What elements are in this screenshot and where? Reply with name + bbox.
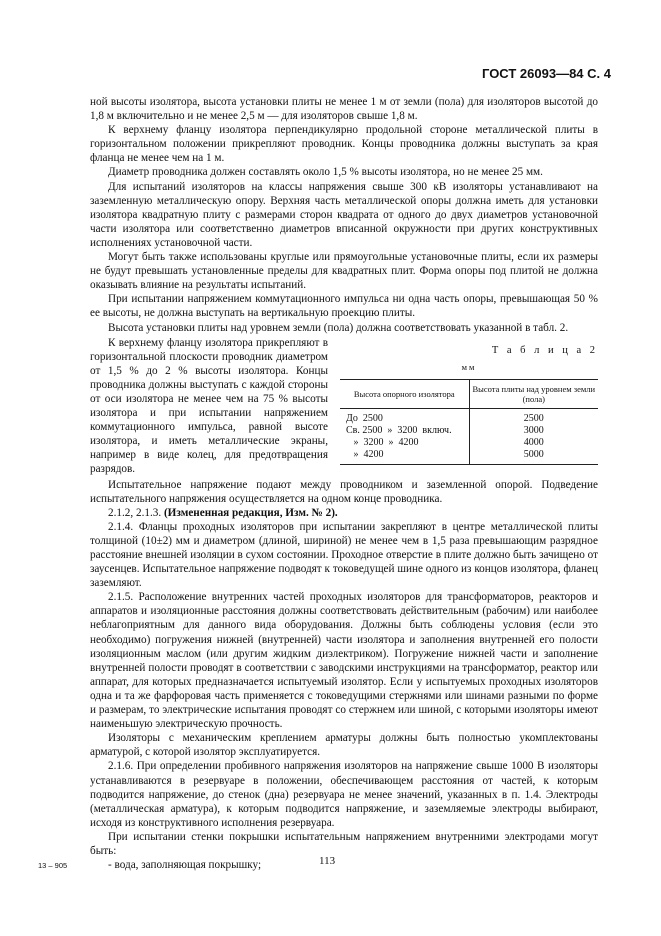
paragraph: 2.1.5. Расположение внутренних частей проходных изоляторов для трансформаторов, реакторов и аппаратов и изоляционные расстояния должны соответствовать действительным (рабочим) или наиболее неблагоприятным для данного вида оборудования. Должны быть соблюдены условия (если это необходимо) погружения нижней (внутренней) части изолятора и заполнения внутренней его полости изоляционным маслом (или другим жидким диэлектриком). Погружение нижней части и заполнение внутренней полости проводят в соответствии с заводскими инструкциями на трансформатор, реактор или аппарат, для которых предназначается испытуемый изолятор. Если у испытуемых проходных изоляторов одна и та же фарфоровая часть применяется с токоведущими стержнями или шинами разными по форме и размерам, то электрические испытания проводят со стержнем или шиной, с которыми изоляторы имеют наименьшую электрическую прочность. bbox=[90, 591, 598, 731]
paragraph: Для испытаний изоляторов на классы напряжения свыше 300 кВ изоляторы устанавливают на заземленную металлическую опору. Верхняя часть металлической опоры должна иметь для установки изолятора квадратную плиту с размерами сторон квадрата от одного до двух диаметров установочной части изолятора или соответственно диаметров вписанной окружности при других конструктивных исполнениях установочной части. bbox=[90, 180, 598, 249]
height-table bbox=[340, 379, 598, 465]
paragraph: - вода, заполняющая покрышку; bbox=[108, 859, 262, 872]
paragraph: ной высоты изолятора, высота установки плиты не менее 1 м от земли (пола) для изоляторов высотой до 1,8 м включительно и не менее 2,5 м — для изоляторов свыше 1,8 м. bbox=[90, 96, 598, 123]
column-header-insulator-height: Высота опорного изолятора bbox=[353, 388, 455, 399]
table-header-row bbox=[340, 379, 598, 408]
table-unit: мм bbox=[461, 361, 477, 372]
table-2 bbox=[340, 345, 598, 465]
paragraph: 2.1.4. Фланцы проходных изоляторов при испытании закрепляют в центре металлической плиты толщиной (10±2) мм и диаметром (длиной, шириной) не менее чем в 1,5 раза превышающим разрядное расстояние внешней изоляции в сухом состоянии. Проходное отверстие в плите должно быть зачищено от заусенцев. Испытательное напряжение подводят к токоведущей шине одного из концов изолятора, фланец заземляют. bbox=[90, 520, 598, 590]
paragraph: Изоляторы с механическим креплением арматуры должны быть полностью укомплектованы арматурой, с которой изолятор эксплуатируется. bbox=[90, 732, 598, 759]
paragraph: Диаметр проводника должен составлять около 1,5 % высоты изолятора, но не менее 25 мм. bbox=[108, 166, 543, 179]
paragraph: К верхнему фланцу изолятора перпендикулярно продольной стороне металлической плиты в горизонтальном положении прикрепляют проводник. Концы проводника должны выступать за края фланца не менее чем на 1 м. bbox=[90, 124, 598, 165]
paragraph: К верхнему фланцу изолятора прикрепляют в горизонтальной плоскости проводник диаметром от 1,5 % до 2 % высоты изолятора. Концы проводника должны выступать с каждой стороны от оси изолятора не менее чем на 75 % высоты изолятора и при испытании напряжением коммутационного импульса, равной высоте изолятора, и иметь металлические экраны, например в виде колец, для предотвращения разрядов. bbox=[90, 336, 328, 476]
edition-note-prefix: 2.1.2, 2.1.3. bbox=[108, 506, 164, 519]
edition-note bbox=[90, 506, 598, 520]
column-header-plate-height: Высота плиты над уровнем земли (пола) bbox=[469, 379, 598, 408]
table-row bbox=[340, 408, 598, 425]
table-cell-value: 2500 bbox=[469, 408, 598, 425]
table-row bbox=[340, 449, 598, 465]
table-row bbox=[340, 425, 598, 437]
page-body bbox=[90, 95, 598, 872]
table-cell-value: 4000 bbox=[469, 437, 598, 449]
paragraph: 2.1.6. При определении пробивного напряжения изоляторов на напряжение свыше 1000 В изоляторы устанавливаются в резервуаре в положении, обеспечивающем расстояния от частей, к которым подводится напряжение, до стенок (дна) резервуара не менее значений, указанных в п. 1.4. Электроды (металлическая арматура), к которым подводится напряжение, и заземляемые электроды выбирают, исходя из конструктивного исполнения резервуара. bbox=[90, 760, 598, 829]
table-row bbox=[340, 437, 598, 449]
table-caption: Т а б л и ц а 2 bbox=[491, 344, 598, 356]
page-number: 113 bbox=[319, 855, 336, 867]
paragraph: Могут быть также использованы круглые или прямоугольные установочные плиты, если их размеры не будут превышать установленные пределы для квадратных плит. Форма опоры под плитой не должна оказывать влияние на результаты испытаний. bbox=[90, 251, 598, 292]
edition-note-bold: (Измененная редакция, Изм. № 2). bbox=[163, 506, 338, 519]
paragraph: При испытании напряжением коммутационного импульса ни одна часть опоры, превышающая 50 % ее высоты, не должна выступать на вертикальную проекцию плиты. bbox=[90, 293, 598, 320]
paragraph: Высота установки плиты над уровнем земли (пола) должна соответствовать указанной в табл. 2. bbox=[108, 321, 569, 334]
table-cell-range: » 3200 » 4200 bbox=[346, 436, 419, 448]
table-cell-range: Св. 2500 » 3200 включ. bbox=[346, 424, 452, 436]
paragraph: При испытании стенки покрышки испытательным напряжением внутренними электродами могут быть: bbox=[90, 830, 598, 857]
table-cell-range: » 4200 bbox=[346, 448, 384, 460]
page-header: ГОСТ 26093—84 С. 4 bbox=[482, 66, 611, 81]
table-cell-range: До 2500 bbox=[346, 412, 383, 424]
table-cell-value: 5000 bbox=[469, 449, 598, 465]
table-cell-value: 3000 bbox=[469, 425, 598, 437]
footer-code: 13 – 905 bbox=[38, 861, 68, 870]
paragraph: Испытательное напряжение подают между проводником и заземленной опорой. Подведение испытательного напряжения осуществляется на одном конце проводника. bbox=[90, 478, 598, 505]
